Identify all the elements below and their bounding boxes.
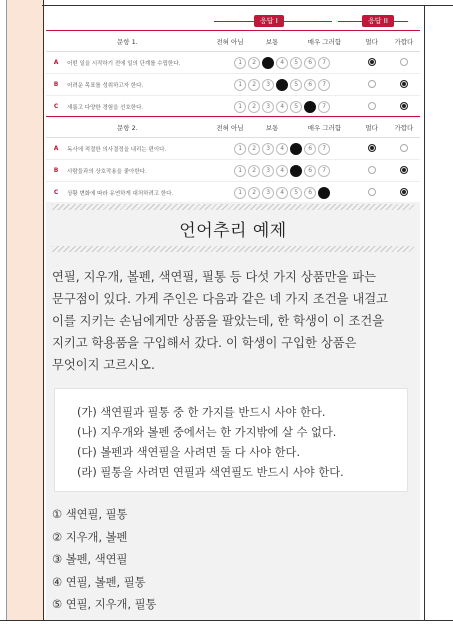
likert-option-6[interactable]: 6: [304, 101, 316, 113]
choice-3[interactable]: ③ 볼펜, 색연필: [52, 553, 128, 566]
hatch-divider-top: [52, 204, 414, 210]
likert-option-6[interactable]: 6: [304, 165, 316, 177]
likert-option-5[interactable]: 5: [290, 187, 302, 199]
likert-scale: [209, 160, 356, 182]
near-radio[interactable]: [400, 166, 408, 174]
likert-option-6[interactable]: 6: [304, 79, 316, 91]
far-radio[interactable]: [368, 58, 376, 66]
likert-scale: [209, 96, 356, 118]
frame-right-border: [424, 5, 425, 620]
likert-option-3[interactable]: 3: [262, 101, 274, 113]
condition-da: (다) 볼펜과 색연필을 사려면 둘 다 사야 한다.: [77, 446, 301, 459]
likert-scale: [209, 138, 356, 160]
response-legend: [46, 10, 420, 26]
scale-mid-header: 보통: [251, 31, 293, 52]
response1-label: 응답 I: [254, 15, 284, 27]
likert-option-7[interactable]: 7: [318, 165, 330, 177]
likert-option-7[interactable]: 7: [318, 187, 330, 199]
near-radio[interactable]: [400, 58, 408, 66]
survey-table-2: [46, 116, 420, 204]
passage-line: 문구점이 있다. 가게 주인은 다음과 같은 네 가지 조건을 내걸고: [52, 292, 389, 306]
survey-table-1: [46, 30, 420, 118]
row-statement: 상황 변화에 따라 유연하게 대처하려고 한다.: [66, 182, 209, 204]
far-header: 멀다: [356, 31, 388, 52]
row-statement: 새롭고 다양한 경험을 선호한다.: [66, 96, 209, 118]
likert-option-3[interactable]: 3: [262, 187, 274, 199]
likert-option-5[interactable]: 5: [290, 165, 302, 177]
row-statement: 사람들과의 상호작용을 좋아한다.: [66, 160, 209, 182]
survey-row: [46, 96, 420, 118]
likert-option-1[interactable]: 1: [234, 79, 246, 91]
likert-option-6[interactable]: 6: [304, 57, 316, 69]
likert-option-3[interactable]: 3: [262, 57, 274, 69]
likert-option-2[interactable]: 2: [248, 187, 260, 199]
likert-option-4[interactable]: 4: [276, 57, 288, 69]
near-radio[interactable]: [400, 144, 408, 152]
scale-mid-header: 보통: [251, 117, 293, 138]
survey-row: [46, 182, 420, 204]
likert-option-2[interactable]: 2: [248, 101, 260, 113]
far-radio[interactable]: [368, 166, 376, 174]
condition-ra: (라) 필통을 사려면 연필과 색연필도 반드시 사야 한다.: [77, 466, 344, 479]
likert-option-1[interactable]: 1: [234, 101, 246, 113]
far-cell: [356, 160, 388, 182]
scale-high-header: 매우 그러함: [293, 31, 355, 52]
likert-option-4[interactable]: 4: [276, 101, 288, 113]
scale-low-header: 전혀 아님: [209, 117, 251, 138]
far-radio[interactable]: [368, 102, 376, 110]
likert-option-2[interactable]: 2: [248, 79, 260, 91]
likert-option-7[interactable]: 7: [318, 101, 330, 113]
page-content: [46, 6, 420, 620]
response2-label: 응답 II: [362, 15, 394, 27]
likert-option-1[interactable]: 1: [234, 143, 246, 155]
far-cell: [356, 52, 388, 74]
left-margin-strip: [6, 0, 44, 620]
near-cell: [388, 52, 420, 74]
likert-option-5[interactable]: 5: [290, 57, 302, 69]
likert-option-5[interactable]: 5: [290, 143, 302, 155]
row-index: B: [46, 160, 66, 182]
likert-option-1[interactable]: 1: [234, 187, 246, 199]
near-radio[interactable]: [400, 188, 408, 196]
likert-scale: [209, 52, 356, 74]
row-statement: 어떤 일을 시작하기 전에 일의 단계를 수립한다.: [66, 52, 209, 74]
near-radio[interactable]: [400, 102, 408, 110]
choice-5[interactable]: ⑤ 연필, 지우개, 필통: [52, 598, 157, 611]
likert-option-5[interactable]: 5: [290, 101, 302, 113]
choice-2[interactable]: ② 지우개, 볼펜: [52, 530, 128, 544]
choice-1[interactable]: ① 색연필, 필통: [52, 508, 128, 521]
likert-option-1[interactable]: 1: [234, 165, 246, 177]
likert-option-2[interactable]: 2: [248, 143, 260, 155]
row-statement: 독사에 적절한 의사결정을 내리는 편이다.: [66, 138, 209, 160]
condition-na: (나) 지우개와 볼펜 중에서는 한 가지밖에 살 수 없다.: [77, 426, 337, 439]
likert-option-6[interactable]: 6: [304, 187, 316, 199]
question-header: 문항 1.: [46, 31, 209, 52]
likert-option-3[interactable]: 3: [262, 165, 274, 177]
hatch-divider-bottom: [52, 246, 414, 252]
row-index: A: [46, 52, 66, 74]
likert-option-2[interactable]: 2: [248, 57, 260, 69]
far-radio[interactable]: [368, 144, 376, 152]
passage-line: 무엇이지 고르시오.: [52, 358, 155, 372]
survey-row: [46, 138, 420, 160]
far-header: 멀다: [356, 117, 388, 138]
likert-option-4[interactable]: 4: [276, 143, 288, 155]
near-cell: [388, 138, 420, 160]
passage-line: 지키고 학용품을 구입해서 갔다. 이 학생이 구입한 상품은: [52, 336, 357, 350]
scale-low-header: 전혀 아님: [209, 31, 251, 52]
likert-option-2[interactable]: 2: [248, 165, 260, 177]
row-statement: 어려운 목표를 성취하고자 한다.: [66, 74, 209, 96]
question-header: 문항 2.: [46, 117, 209, 138]
likert-option-1[interactable]: 1: [234, 57, 246, 69]
near-cell: [388, 160, 420, 182]
row-index: A: [46, 138, 66, 160]
example-passage: [52, 266, 414, 376]
answer-choices: [52, 504, 412, 617]
likert-option-4[interactable]: 4: [276, 79, 288, 91]
likert-option-7[interactable]: 7: [318, 79, 330, 91]
condition-ga: (가) 색연필과 필통 중 한 가지를 반드시 사야 한다.: [77, 406, 326, 419]
passage-line: 이를 지키는 손님에게만 상품을 팔았는데, 한 학생이 이 조건을: [52, 314, 385, 328]
scale-high-header: 매우 그러함: [293, 117, 355, 138]
row-index: B: [46, 74, 66, 96]
survey-row: [46, 74, 420, 96]
row-index: C: [46, 182, 66, 204]
choice-4[interactable]: ④ 연필, 볼펜, 필통: [52, 575, 146, 589]
likert-option-4[interactable]: 4: [276, 187, 288, 199]
likert-option-6[interactable]: 6: [304, 143, 316, 155]
likert-scale: [209, 74, 356, 96]
frame-right-tick: [424, 5, 453, 6]
survey-row: [46, 52, 420, 74]
near-cell: [388, 74, 420, 96]
survey-row: [46, 160, 420, 182]
likert-scale: [209, 182, 356, 204]
far-cell: [356, 138, 388, 160]
likert-option-4[interactable]: 4: [276, 165, 288, 177]
row-index: C: [46, 96, 66, 118]
likert-option-7[interactable]: 7: [318, 57, 330, 69]
near-cell: [388, 182, 420, 204]
likert-option-7[interactable]: 7: [318, 143, 330, 155]
near-cell: [388, 96, 420, 118]
likert-option-3[interactable]: 3: [262, 79, 274, 91]
conditions-box: [54, 388, 408, 492]
likert-option-3[interactable]: 3: [262, 143, 274, 155]
far-radio[interactable]: [368, 188, 376, 196]
far-cell: [356, 74, 388, 96]
near-header: 가깝다: [388, 31, 420, 52]
far-cell: [356, 182, 388, 204]
frame-bottom-border: [0, 620, 453, 621]
likert-option-5[interactable]: 5: [290, 79, 302, 91]
near-header: 가깝다: [388, 117, 420, 138]
far-radio[interactable]: [368, 80, 376, 88]
verbal-reasoning-example: [46, 202, 420, 620]
passage-line: 연필, 지우개, 볼펜, 색연필, 필통 등 다섯 가지 상품만을 파는: [52, 270, 377, 284]
far-cell: [356, 96, 388, 118]
near-radio[interactable]: [400, 80, 408, 88]
example-title: 언어추리 예제: [179, 221, 287, 241]
